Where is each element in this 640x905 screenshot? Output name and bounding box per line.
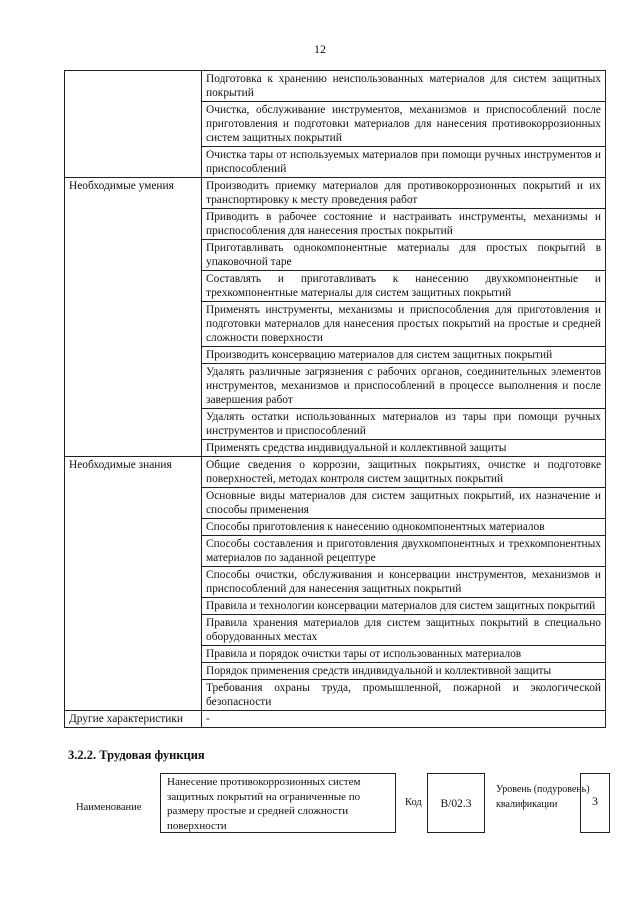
row-item: Правила и порядок очистки тары от использованных материалов: [202, 646, 606, 663]
row-item: Способы составления и приготовления двухкомпонентных и трехкомпонентных материалов по заданной рецептуре: [202, 536, 606, 567]
table-row: [65, 178, 606, 209]
row-item: Приготавливать однокомпонентные материалы для простых покрытий в упаковочной таре: [202, 240, 606, 271]
row-label: [65, 71, 202, 178]
row-item: Правила и технологии консервации материалов для систем защитных покрытий: [202, 598, 606, 615]
row-label: Необходимые умения: [65, 178, 202, 457]
qualification-level-value: 3: [580, 773, 610, 833]
table-row: [65, 71, 606, 102]
row-item: Подготовка к хранению неиспользованных материалов для систем защитных покрытий: [202, 71, 606, 102]
code-value: B/02.3: [427, 773, 485, 833]
row-label: Другие характеристики: [65, 711, 202, 728]
name-value: Нанесение противокоррозионных систем защитных покрытий на ограниченные по размеру простые и средней сложности поверхности: [160, 773, 396, 833]
row-item: Применять средства индивидуальной и коллективной защиты: [202, 440, 606, 457]
row-label: Необходимые знания: [65, 457, 202, 711]
row-item: Порядок применения средств индивидуальной и коллективной защиты: [202, 663, 606, 680]
row-item: Общие сведения о коррозии, защитных покрытиях, очистке и подготовке поверхностей, методах контроля систем защитных покрытий: [202, 457, 606, 488]
row-item: Очистка, обслуживание инструментов, механизмов и приспособлений после приготовления и подготовки материалов для нанесения противокоррозионных систем защитных покрытий: [202, 102, 606, 147]
table-row: [65, 457, 606, 488]
row-item: Способы очистки, обслуживания и консервации инструментов, механизмов и приспособлений для нанесения защитных покрытий: [202, 567, 606, 598]
row-item: -: [202, 711, 606, 728]
competency-table: [64, 70, 606, 728]
row-item: Приводить в рабочее состояние и настраивать инструменты, механизмы и приспособления для нанесения простых покрытий: [202, 209, 606, 240]
row-item: Производить приемку материалов для противокоррозионных покрытий и их транспортировку к месту проведения работ: [202, 178, 606, 209]
row-item: Очистка тары от используемых материалов при помощи ручных инструментов и приспособлений: [202, 147, 606, 178]
qualification-level-label: Уровень (подуровень) квалификации: [496, 784, 590, 810]
row-item: Удалять остатки использованных материалов из тары при помощи ручных инструментов и приспособлений: [202, 409, 606, 440]
row-item: Способы приготовления к нанесению однокомпонентных материалов: [202, 519, 606, 536]
section-title: 3.2.2. Трудовая функция: [68, 748, 205, 762]
row-item: Основные виды материалов для систем защитных покрытий, их назначение и способы применения: [202, 488, 606, 519]
row-item: Требования охраны труда, промышленной, пожарной и экологической безопасности: [202, 680, 606, 711]
page-number: 12: [314, 42, 326, 56]
row-item: Удалять различные загрязнения с рабочих органов, соединительных элементов инструментов, механизмов и приспособлений в процессе выполнения и после завершения работ: [202, 364, 606, 409]
name-label: Наименование: [76, 802, 142, 813]
table-row: [65, 711, 606, 728]
row-item: Применять инструменты, механизмы и приспособления для приготовления и подготовки материалов для нанесения простых покрытий на простые и средней сложности поверхности: [202, 302, 606, 347]
row-item: Правила хранения материалов для систем защитных покрытий в специально оборудованных местах: [202, 615, 606, 646]
row-item: Составлять и приготавливать к нанесению двухкомпонентные и трехкомпонентные материалы для систем защитных покрытий: [202, 271, 606, 302]
row-item: Производить консервацию материалов для систем защитных покрытий: [202, 347, 606, 364]
code-label: Код: [405, 797, 422, 808]
